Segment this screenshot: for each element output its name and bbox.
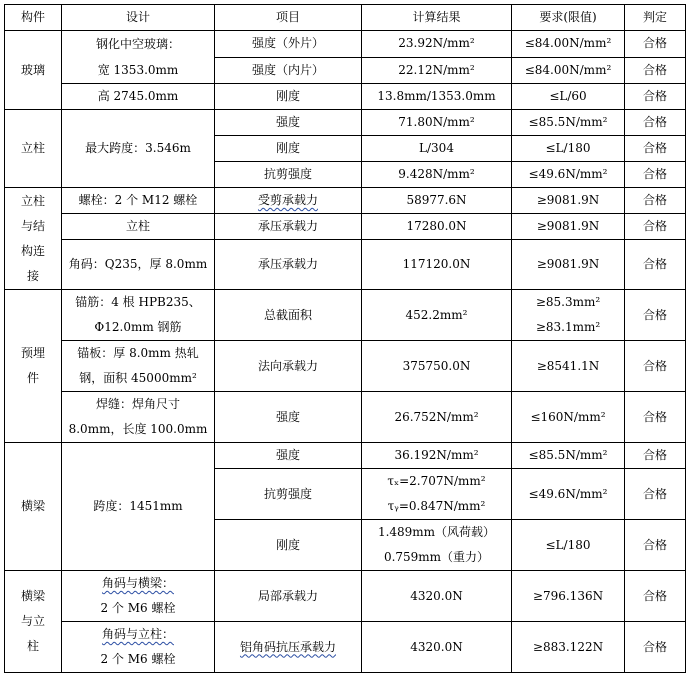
component-line: 与结	[20, 218, 45, 233]
item-cell: 抗剪强度	[215, 469, 362, 520]
result-cell: 23.92N/mm²	[362, 31, 512, 58]
verdict-cell: 合格	[625, 392, 686, 443]
limit-cell: ≤49.6N/mm²	[512, 162, 625, 188]
limit-cell: ≤84.00N/mm²	[512, 31, 625, 58]
limit-cell: ≤160N/mm²	[512, 392, 625, 443]
component-line: 接	[26, 268, 39, 283]
item-cell: 强度	[215, 392, 362, 443]
design-cell	[62, 290, 215, 341]
verdict-cell: 合格	[625, 110, 686, 136]
verdict-cell: 合格	[625, 136, 686, 162]
table-row	[5, 31, 686, 58]
table-row	[5, 240, 686, 290]
component-line: 件	[26, 371, 39, 385]
limit-line: ≥83.1mm²	[535, 320, 601, 334]
design-line: 钢化中空玻璃：	[95, 37, 180, 51]
verdict-cell: 合格	[625, 520, 686, 571]
item-cell	[215, 188, 362, 214]
limit-cell: ≥8541.1N	[512, 341, 625, 392]
component-line: 立柱	[20, 193, 45, 208]
component-line: 预埋	[20, 346, 45, 360]
calculation-summary	[4, 4, 686, 673]
item-cell: 承压承载力	[215, 214, 362, 240]
limit-cell	[512, 290, 625, 341]
header-verdict: 判定	[625, 5, 686, 31]
result-cell: L/304	[362, 136, 512, 162]
design-glass	[62, 31, 215, 84]
item-cell: 刚度	[215, 520, 362, 571]
result-cell: 13.8mm/1353.0mm	[362, 84, 512, 110]
header-item: 项目	[215, 5, 362, 31]
design-line: 焊缝：焊角尺寸	[95, 397, 180, 411]
limit-cell: ≥9081.9N	[512, 188, 625, 214]
table-row	[5, 110, 686, 136]
design-cell	[62, 392, 215, 443]
result-cell: 452.2mm²	[362, 290, 512, 341]
component-line: 横梁	[20, 589, 45, 603]
result-line: τᵧ=0.847N/mm²	[387, 499, 486, 513]
design-cell: 立柱	[62, 214, 215, 240]
result-cell: 4320.0N	[362, 622, 512, 673]
design-line	[64, 622, 212, 647]
limit-cell: ≤85.5N/mm²	[512, 110, 625, 136]
result-cell	[362, 469, 512, 520]
limit-cell: ≥883.122N	[512, 622, 625, 673]
design-cell	[62, 571, 215, 622]
item-text: 铝角码抗压承载力	[239, 639, 336, 654]
table-row	[5, 290, 686, 341]
component-line: 构连	[20, 243, 45, 258]
design-cell	[62, 622, 215, 673]
component-column: 立柱	[5, 110, 62, 188]
design-cell: 角码：Q235，厚 8.0mm	[62, 240, 215, 290]
table-row	[5, 84, 686, 110]
limit-cell: ≤L/60	[512, 84, 625, 110]
design-line: 8.0mm，长度 100.0mm	[68, 422, 208, 436]
design-cell: 螺栓：2 个 M12 螺栓	[62, 188, 215, 214]
limit-cell: ≥9081.9N	[512, 214, 625, 240]
verdict-cell: 合格	[625, 622, 686, 673]
table-row	[5, 571, 686, 622]
limit-cell: ≥796.136N	[512, 571, 625, 622]
item-cell: 刚度	[215, 84, 362, 110]
item-cell: 强度（外片）	[215, 31, 362, 58]
item-cell: 局部承载力	[215, 571, 362, 622]
result-cell: 9.428N/mm²	[362, 162, 512, 188]
item-text: 受剪承载力	[257, 193, 318, 207]
verdict-cell: 合格	[625, 84, 686, 110]
design-line: 钢，面积 45000mm²	[79, 371, 197, 385]
header-result: 计算结果	[362, 5, 512, 31]
result-cell: 22.12N/mm²	[362, 57, 512, 84]
verdict-cell: 合格	[625, 290, 686, 341]
design-beam: 跨度：1451mm	[62, 443, 215, 571]
result-cell: 71.80N/mm²	[362, 110, 512, 136]
result-line: 1.489mm（风荷载）	[377, 525, 496, 539]
limit-cell: ≤L/180	[512, 520, 625, 571]
limit-cell: ≤49.6N/mm²	[512, 469, 625, 520]
design-line	[64, 571, 212, 596]
header-limit: 要求(限值)	[512, 5, 625, 31]
verdict-cell: 合格	[625, 443, 686, 469]
verdict-cell: 合格	[625, 31, 686, 58]
header-design: 设计	[62, 5, 215, 31]
verdict-cell: 合格	[625, 341, 686, 392]
result-cell: 26.752N/mm²	[362, 392, 512, 443]
design-text: 角码与立柱：	[101, 627, 174, 641]
verdict-cell: 合格	[625, 162, 686, 188]
result-line: 0.759mm（重力）	[383, 550, 490, 564]
calculation-table	[4, 4, 686, 673]
header-component: 构件	[5, 5, 62, 31]
design-line: 2 个 M6 螺栓	[100, 601, 176, 615]
design-text: 角码与横梁：	[101, 576, 174, 590]
design-line: Φ12.0mm 钢筋	[94, 320, 182, 334]
item-cell: 强度	[215, 110, 362, 136]
component-beam-connection	[5, 571, 62, 673]
component-line: 柱	[26, 639, 39, 653]
component-column-connection	[5, 188, 62, 290]
item-cell: 强度	[215, 443, 362, 469]
design-line: 锚板：厚 8.0mm 热轧	[77, 346, 199, 360]
table-row	[5, 214, 686, 240]
verdict-cell: 合格	[625, 571, 686, 622]
item-cell	[215, 622, 362, 673]
item-cell: 法向承载力	[215, 341, 362, 392]
design-cell	[62, 341, 215, 392]
table-row	[5, 341, 686, 392]
component-line: 与立	[20, 614, 45, 628]
verdict-cell: 合格	[625, 469, 686, 520]
result-line: τₓ=2.707N/mm²	[387, 474, 486, 488]
table-row	[5, 188, 686, 214]
item-cell: 强度（内片）	[215, 57, 362, 84]
table-row	[5, 443, 686, 469]
design-column: 最大跨度：3.546m	[62, 110, 215, 188]
component-beam: 横梁	[5, 443, 62, 571]
header-row	[5, 5, 686, 31]
item-cell: 总截面积	[215, 290, 362, 341]
component-embedded	[5, 290, 62, 443]
limit-cell: ≤85.5N/mm²	[512, 443, 625, 469]
limit-cell: ≤84.00N/mm²	[512, 57, 625, 84]
verdict-cell: 合格	[625, 240, 686, 290]
verdict-cell: 合格	[625, 188, 686, 214]
result-cell: 375750.0N	[362, 341, 512, 392]
table-row	[5, 622, 686, 673]
table-row	[5, 392, 686, 443]
limit-cell: ≥9081.9N	[512, 240, 625, 290]
item-cell: 抗剪强度	[215, 162, 362, 188]
component-glass: 玻璃	[5, 31, 62, 110]
limit-line: ≥85.3mm²	[535, 295, 601, 309]
result-cell	[362, 520, 512, 571]
result-cell: 36.192N/mm²	[362, 443, 512, 469]
result-cell: 4320.0N	[362, 571, 512, 622]
limit-cell: ≤L/180	[512, 136, 625, 162]
design-line: 宽 1353.0mm	[97, 63, 179, 77]
design-line: 2 个 M6 螺栓	[100, 652, 176, 666]
verdict-cell: 合格	[625, 214, 686, 240]
result-cell: 17280.0N	[362, 214, 512, 240]
design-line: 锚筋：4 根 HPB235、	[75, 295, 201, 309]
item-cell: 承压承载力	[215, 240, 362, 290]
verdict-cell: 合格	[625, 57, 686, 84]
design-line: 高 2745.0mm	[62, 84, 215, 110]
result-cell: 58977.6N	[362, 188, 512, 214]
item-cell: 刚度	[215, 136, 362, 162]
result-cell: 117120.0N	[362, 240, 512, 290]
